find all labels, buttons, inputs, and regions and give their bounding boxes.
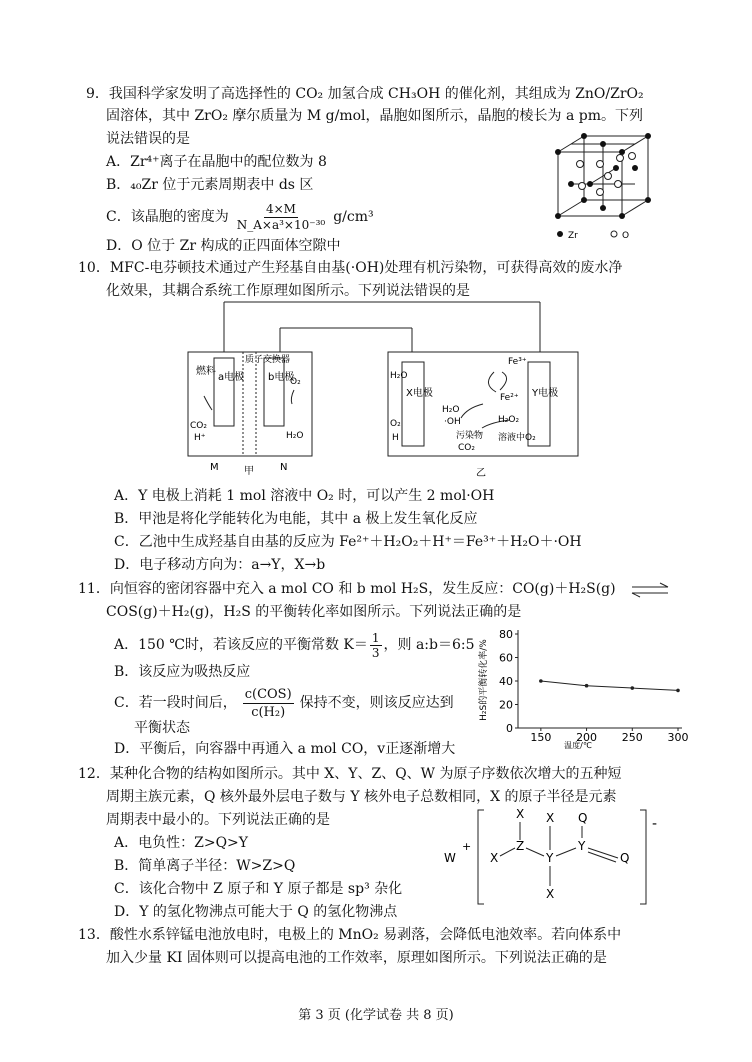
struct-plus: + xyxy=(462,840,472,853)
jia-label: 甲 xyxy=(244,466,254,477)
q9-option-b: B．₄₀Zr 位于元素周期表中 ds 区 xyxy=(106,177,314,193)
q11-option-d: D．平衡后，向容器中再通入 a mol CO，v正逐渐增大 xyxy=(114,741,456,757)
struct-Y-right: Y xyxy=(578,839,586,853)
q12-option-a: A．电负性：Z>Q>Y xyxy=(114,835,249,851)
fuel-label: 燃料 xyxy=(196,366,216,377)
q11-option-c-cont: 平衡状态 xyxy=(134,720,190,736)
h-ion-label: H⁺ xyxy=(194,433,206,443)
fe3-label: Fe³⁺ xyxy=(508,357,527,367)
struct-Y-mid: Y xyxy=(546,851,554,865)
q11-line2: COS(g)＋H₂(g)，H₂S 的平衡转化率如图所示。下列说法正确的是 xyxy=(106,604,522,620)
x-tick-label: 200 xyxy=(576,731,598,744)
h2-denominator: c(H₂) xyxy=(251,704,286,720)
fe2-label: Fe²⁺ xyxy=(500,393,519,403)
data-point xyxy=(585,684,589,688)
x-h-label: H xyxy=(392,433,399,443)
solution-o2-label: 溶液中O₂ xyxy=(498,433,536,443)
co2-mid-label: CO₂ xyxy=(458,443,475,453)
k-fraction xyxy=(370,631,382,660)
q12-line1: 12．某种化合物的结构如图所示。其中 X、Y、Z、Q、W 为原子序数依次增大的五种短 xyxy=(78,766,622,782)
zr-legend-label: Zr xyxy=(568,231,578,241)
q11-option-c-prefix: C．若一段时间后， xyxy=(114,695,237,711)
q10-option-a: A．Y 电极上消耗 1 mol 溶液中 O₂ 时，可以产生 2 mol·OH xyxy=(114,488,495,504)
q13-line2: 加入少量 KI 固体则可以提高电池的工作效率，原理如图所示。下列说法正确的是 xyxy=(106,950,607,966)
y-tick-label: 40 xyxy=(499,675,513,688)
q9-option-c xyxy=(106,200,374,234)
mfc-fenton-diagram xyxy=(186,300,586,482)
q9-line3: 说法错误的是 xyxy=(106,131,190,147)
struct-X-top-mid: X xyxy=(546,811,555,825)
q11-option-c-suffix: 保持不变，则该反应达到 xyxy=(299,695,454,711)
y-tick-label: 20 xyxy=(499,698,513,712)
y-tick-label: 60 xyxy=(499,651,513,665)
N-label: N xyxy=(280,462,288,473)
y-electrode-label: Y电极 xyxy=(532,388,559,399)
chart-xlabel: 温度/℃ xyxy=(564,741,592,750)
cos-h2-fraction xyxy=(243,686,294,721)
q9-option-c-prefix: C．该晶胞的密度为 xyxy=(106,209,229,225)
x-h2o-label: H₂O xyxy=(390,371,408,381)
equilibrium-arrow xyxy=(630,582,670,598)
x-tick-label: 250 xyxy=(621,731,643,744)
q11-option-b: B．该反应为吸热反应 xyxy=(114,664,251,680)
crystal-cell-figure xyxy=(548,130,668,242)
q10-line1: 10．MFC-电芬顿技术通过产生羟基自由基(·OH)处理有机污染物，可获得高效的废水净 xyxy=(78,260,623,276)
b-electrode-label: b电极 xyxy=(268,372,295,383)
q11-option-a xyxy=(114,628,475,662)
q10-option-d: D．电子移动方向为：a→Y，X→b xyxy=(114,557,326,573)
o2-label: O₂ xyxy=(290,377,301,387)
q9-option-c-unit: g/cm³ xyxy=(333,209,374,225)
q12-line2: 周期主族元素，Q 核外最外层电子数与 Y 核外电子总数相同，X 的原子半径是元素 xyxy=(106,789,617,805)
q13-line1: 13．酸性水系锌锰电池放电时，电极上的 MnO₂ 易剥落，会降低电池效率。若向体系中 xyxy=(78,927,622,943)
q9-line1: 9．我国科学家发明了高选择性的 CO₂ 加氢合成 CH₃OH 的催化剂，其组成为 ZnO/ZrO₂ xyxy=(86,86,644,102)
y-tick-label: 80 xyxy=(499,628,513,641)
data-point xyxy=(539,679,543,683)
q9-line2: 固溶体，其中 ZrO₂ 摩尔质量为 M g/mol，晶胞如图所示，晶胞的棱长为 a pm。下列 xyxy=(106,108,643,124)
k-numerator: 1 xyxy=(371,630,380,645)
q12-option-c: C．该化合物中 Z 原子和 Y 原子都是 sp³ 杂化 xyxy=(114,881,403,897)
y-tick-label: 0 xyxy=(506,722,513,735)
M-label: M xyxy=(210,462,219,473)
q11-option-c xyxy=(114,684,454,722)
proton-exchanger-label: 质子交换器 xyxy=(245,355,291,365)
x-tick-label: 150 xyxy=(530,731,552,744)
q10-line2: 化效果，其耦合系统工作原理如图所示。下列说法错误的是 xyxy=(106,283,470,299)
oh-radical-label: ·OH xyxy=(444,417,461,427)
struct-Q-right: Q xyxy=(620,851,630,865)
q11-option-a-suffix: ，则 a:b＝6:5 xyxy=(383,637,475,653)
struct-Z: Z xyxy=(516,839,525,853)
pollutant-label: 污染物 xyxy=(456,431,484,441)
q10-option-b: B．甲池是将化学能转化为电能，其中 a 极上发生氧化反应 xyxy=(114,511,478,527)
x-o2-label: O₂ xyxy=(390,419,401,429)
chart-series xyxy=(539,679,680,692)
x-electrode-label: X电极 xyxy=(406,388,433,399)
o-legend-dot xyxy=(611,231,617,237)
zr-legend-dot xyxy=(557,231,563,237)
q10-option-c: C．乙池中生成羟基自由基的反应为 Fe²⁺＋H₂O₂＋H⁺＝Fe³⁺＋H₂O＋·OH xyxy=(114,534,582,550)
compound-structure xyxy=(440,800,680,910)
struct-X-bottom: X xyxy=(546,887,555,901)
series-line xyxy=(541,681,678,690)
density-numerator: 4×M xyxy=(265,201,296,216)
h2s-conversion-chart xyxy=(478,620,688,750)
struct-Q-top: Q xyxy=(578,811,588,825)
q11-option-a-prefix: A．150 ℃时，若该反应的平衡常数 K＝ xyxy=(114,637,368,653)
a-electrode-label: a电极 xyxy=(218,372,245,383)
chart-axes xyxy=(518,630,682,728)
q12-option-b: B．简单离子半径：W>Z>Q xyxy=(114,858,296,874)
h2o-mid-label: H₂O xyxy=(442,405,460,415)
page-footer: 第 3 页 (化学试卷 共 8 页) xyxy=(298,1008,454,1023)
k-denominator: 3 xyxy=(371,645,380,660)
yi-label: 乙 xyxy=(476,468,486,479)
q11-line1: 11．向恒容的密闭容器中充入 a mol CO 和 b mol H₂S，发生反应：CO(g)＋H₂S(g) xyxy=(78,581,616,597)
struct-X-left: X xyxy=(490,851,499,865)
struct-minus: - xyxy=(652,816,658,832)
h2o2-label: H₂O₂ xyxy=(498,415,520,425)
q12-line3: 周期表中最小的。下列说法正确的是 xyxy=(106,812,330,828)
cos-numerator: c(COS) xyxy=(244,686,292,702)
chart-ylabel: H₂S的平衡转化率/% xyxy=(479,639,489,721)
q9-option-d: D．O 位于 Zr 构成的正四面体空隙中 xyxy=(106,238,341,254)
o-legend-label: O xyxy=(622,231,630,241)
x-tick-label: 300 xyxy=(667,731,688,744)
data-point xyxy=(630,686,634,690)
struct-X-top-left: X xyxy=(516,807,525,821)
density-denominator: N_A×a³×10⁻³⁰ xyxy=(236,217,326,232)
density-fraction xyxy=(235,202,327,233)
h2o-label-b: H₂O xyxy=(286,431,304,441)
q9-option-a: A．Zr⁴⁺离子在晶胞中的配位数为 8 xyxy=(106,154,327,170)
struct-W: W xyxy=(444,851,456,865)
q12-option-d: D．Y 的氢化物沸点可能大于 Q 的氢化物沸点 xyxy=(114,904,398,920)
co2-label-left: CO₂ xyxy=(190,421,207,431)
data-point xyxy=(676,689,680,693)
